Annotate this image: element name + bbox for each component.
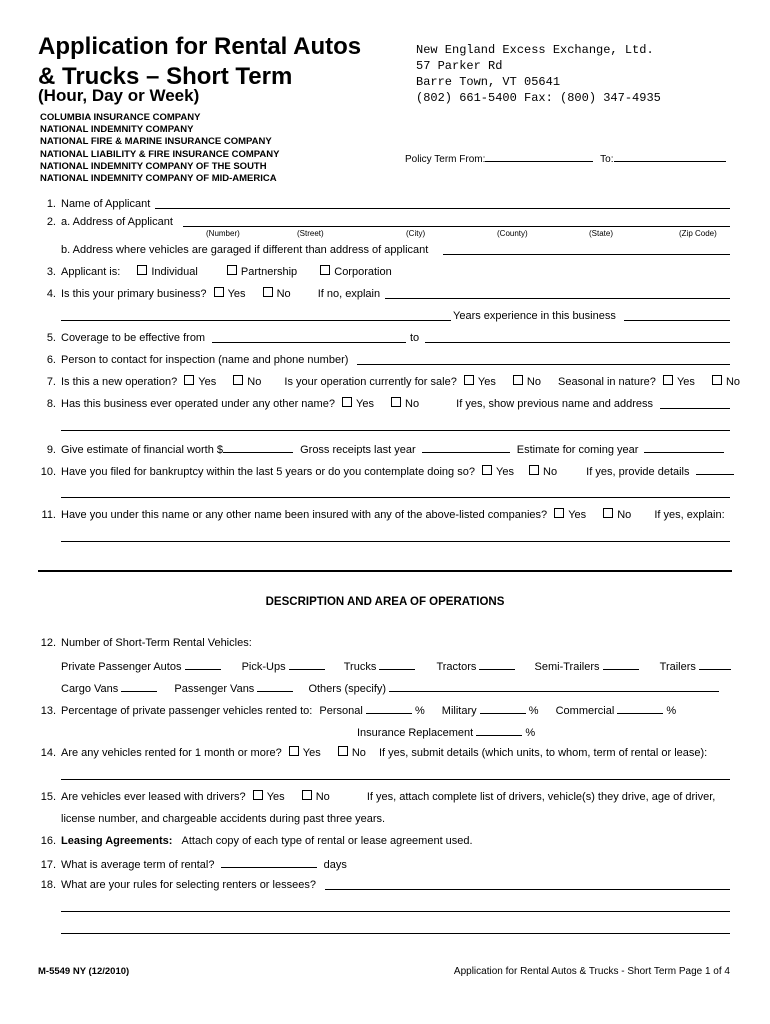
company-item: NATIONAL FIRE & MARINE INSURANCE COMPANY xyxy=(40,136,272,148)
no-label: No xyxy=(617,509,632,521)
policy-from-label: Policy Term From: xyxy=(405,154,486,165)
checkbox-q15-no[interactable] xyxy=(302,790,312,800)
address-line: New England Excess Exchange, Ltd. xyxy=(416,43,654,57)
q11-label: Have you under this name or any other name been insured with any of the above-listed companies? xyxy=(61,509,548,521)
coverage-from-field[interactable] xyxy=(212,342,406,343)
q18-label: What are your rules for selecting renters or lessees? xyxy=(61,879,316,891)
no-label: No xyxy=(526,376,541,388)
checkbox-q7-no[interactable] xyxy=(233,375,243,385)
yes-label: Yes xyxy=(496,466,514,478)
pct-label: % xyxy=(414,705,425,717)
agency-address xyxy=(416,42,661,106)
checkbox-individual[interactable] xyxy=(137,265,147,275)
policy-from-field[interactable] xyxy=(485,150,593,162)
checkbox-q4-no[interactable] xyxy=(263,287,273,297)
q8: 8. Has this business ever operated under any other name? Yes No If yes, show previous name and address xyxy=(46,398,654,410)
form-title xyxy=(38,32,361,92)
yes-label: Yes xyxy=(676,376,695,388)
checkbox-corporation[interactable] xyxy=(320,265,330,275)
q13: 13. Percentage of private passenger vehicles rented to: Personal % Military % Commercial % xyxy=(36,702,676,718)
q10: 10. Have you filed for bankruptcy within the last 5 years or do you contemplate doing so? Yes No If yes, provide details xyxy=(36,463,734,479)
checkbox-q11-yes[interactable] xyxy=(554,508,564,518)
checkbox-q14-no[interactable] xyxy=(338,746,348,756)
q17-label: What is average term of rental? xyxy=(61,859,215,871)
q17-field[interactable] xyxy=(221,856,317,868)
section-divider xyxy=(38,570,732,572)
individual-label: Individual xyxy=(151,266,198,278)
q16-text: Attach copy of each type of rental or lease agreement used. xyxy=(181,835,473,847)
coverage-to-field[interactable] xyxy=(425,342,730,343)
q11: 11. Have you under this name or any other name been insured with any of the above-listed companies? Yes No If yes, explain: xyxy=(41,509,725,521)
ppa-label: Private Passenger Autos xyxy=(61,661,182,673)
no-label: No xyxy=(315,791,330,803)
q10-label: Have you filed for bankruptcy within the last 5 years or do you contemplate doing so? xyxy=(61,466,475,478)
q6: 6. Person to contact for inspection (name and phone number) xyxy=(46,354,349,366)
q7-sale-label: Is your operation currently for sale? xyxy=(284,376,457,388)
q10-ifyes-label: If yes, provide details xyxy=(586,466,690,478)
q13-label: Percentage of private passenger vehicles rented to: xyxy=(61,705,313,717)
q4: 4. Is this your primary business? Yes No If no, explain xyxy=(46,288,381,300)
addr-street-label: (Street) xyxy=(297,229,324,238)
q18-field-3[interactable] xyxy=(61,933,730,934)
addr-county-label: (County) xyxy=(497,229,528,238)
checkbox-q4-yes[interactable] xyxy=(214,287,224,297)
policy-to-label: To: xyxy=(600,154,614,165)
trailers-field[interactable] xyxy=(699,658,731,670)
q15-ifyes-label: If yes, attach complete list of drivers, vehicle(s) they drive, age of driver, xyxy=(366,791,716,803)
q7: 7. Is this a new operation? Yes No Is your operation currently for sale? Yes No Seasonal in nature? Yes No xyxy=(46,376,741,388)
q18-field[interactable] xyxy=(325,889,730,890)
trucks-label: Trucks xyxy=(343,661,377,673)
q8-field-2[interactable] xyxy=(61,430,730,431)
passenger-field[interactable] xyxy=(257,680,293,692)
q4-explain-label: If no, explain xyxy=(317,288,381,300)
q17: 17. What is average term of rental? days xyxy=(36,856,347,872)
q7-label: Is this a new operation? xyxy=(61,376,178,388)
addr-state-label: (State) xyxy=(589,229,614,238)
military-label: Military xyxy=(441,705,477,717)
estimate-field[interactable] xyxy=(644,441,724,453)
q12-row1 xyxy=(61,658,731,674)
q6-field[interactable] xyxy=(357,364,730,365)
q2b xyxy=(61,243,428,257)
q3-label: Applicant is: xyxy=(61,266,121,278)
checkbox-q7-sale-yes[interactable] xyxy=(464,375,474,385)
tractors-field[interactable] xyxy=(479,658,515,670)
q7-seasonal-label: Seasonal in nature? xyxy=(558,376,656,388)
no-label: No xyxy=(543,466,558,478)
q14-field[interactable] xyxy=(61,779,730,780)
q15-label: Are vehicles ever leased with drivers? xyxy=(61,791,246,803)
checkbox-q11-no[interactable] xyxy=(603,508,613,518)
partnership-label: Partnership xyxy=(240,266,298,278)
yes-label: Yes xyxy=(198,376,217,388)
company-item: COLUMBIA INSURANCE COMPANY xyxy=(40,112,201,123)
form-subtitle: (Hour, Day or Week) xyxy=(38,86,200,105)
q18: 18. What are your rules for selecting renters or lessees? xyxy=(40,879,316,891)
yes-label: Yes xyxy=(266,791,285,803)
q2b-field[interactable] xyxy=(443,254,730,255)
addr-zip-label: (Zip Code) xyxy=(679,229,717,238)
corporation-label: Corporation xyxy=(334,266,392,278)
personal-field[interactable] xyxy=(366,702,412,714)
checkbox-q7-seasonal-yes[interactable] xyxy=(663,375,673,385)
checkbox-q8-yes[interactable] xyxy=(342,397,352,407)
address-line: 57 Parker Rd xyxy=(416,59,503,73)
ppa-field[interactable] xyxy=(185,658,221,670)
q2a-field[interactable] xyxy=(183,226,730,227)
q11-ifyes-label: If yes, explain: xyxy=(654,509,725,521)
form-number: M-5549 NY (12/2010) xyxy=(38,966,130,977)
years-experience-label: Years experience in this business xyxy=(453,310,616,322)
q9-estimate-label: Estimate for coming year xyxy=(516,444,639,456)
q5: 5. Coverage to be effective from xyxy=(46,332,206,344)
q15-continuation: license number, and chargeable accidents during past three years. xyxy=(61,813,386,825)
addr-number-label: (Number) xyxy=(206,229,240,238)
q14-label: Are any vehicles rented for 1 month or more? xyxy=(61,747,282,759)
q16-bold-label: Leasing Agreements: xyxy=(61,835,173,847)
q12-label: Number of Short-Term Rental Vehicles: xyxy=(61,637,252,649)
yes-label: Yes xyxy=(356,398,374,410)
q4-explain-field-2[interactable] xyxy=(61,320,451,321)
yes-label: Yes xyxy=(568,509,587,521)
commercial-label: Commercial xyxy=(555,705,615,717)
checkbox-q7-seasonal-no[interactable] xyxy=(712,375,722,385)
checkbox-q10-yes[interactable] xyxy=(482,465,492,475)
q2a-label: a. Address of Applicant xyxy=(61,216,173,228)
no-label: No xyxy=(276,288,291,300)
pickups-label: Pick-Ups xyxy=(241,661,286,673)
q8-ifyes-label: If yes, show previous name and address xyxy=(456,398,654,410)
insurance-replacement-field[interactable] xyxy=(476,724,522,736)
yes-label: Yes xyxy=(477,376,496,388)
checkbox-q15-yes[interactable] xyxy=(253,790,263,800)
checkbox-q14-yes[interactable] xyxy=(289,746,299,756)
q9: 9. Give estimate of financial worth $ Gross receipts last year Estimate for coming year xyxy=(36,441,724,457)
q9-label: Give estimate of financial worth $ xyxy=(61,444,224,456)
others-field[interactable] xyxy=(389,680,719,692)
q2b-label: b. Address where vehicles are garaged if different than address of applicant xyxy=(61,244,429,256)
years-experience-field[interactable] xyxy=(624,320,730,321)
q5-label: Coverage to be effective from xyxy=(61,332,206,344)
others-label: Others (specify) xyxy=(308,683,387,695)
no-label: No xyxy=(351,747,366,759)
company-item: NATIONAL INDEMNITY COMPANY OF THE SOUTH xyxy=(40,160,267,172)
gross-receipts-field[interactable] xyxy=(422,441,510,453)
financial-worth-field[interactable] xyxy=(223,441,293,453)
q14: 14. Are any vehicles rented for 1 month or more? Yes No If yes, submit details (which units, to whom, term of rental or lease): xyxy=(40,747,708,759)
checkbox-q8-no[interactable] xyxy=(391,397,401,407)
military-field[interactable] xyxy=(480,702,526,714)
passenger-label: Passenger Vans xyxy=(174,683,255,695)
policy-to-field[interactable] xyxy=(614,150,726,162)
pct-label: % xyxy=(666,705,677,717)
q3: 3. Applicant is: Individual Partnership Corporation xyxy=(46,266,392,278)
checkbox-q7-yes[interactable] xyxy=(184,375,194,385)
company-item: NATIONAL LIABILITY & FIRE INSURANCE COMPANY xyxy=(40,148,280,160)
q4-explain-field[interactable] xyxy=(385,298,730,299)
q17-days-label: days xyxy=(323,859,347,871)
company-item: NATIONAL INDEMNITY COMPANY xyxy=(40,124,194,136)
title-line-1: Application for Rental Autos xyxy=(38,33,362,60)
addr-city-label: (City) xyxy=(406,229,426,238)
cargo-field[interactable] xyxy=(121,680,157,692)
q2a: 2. a. Address of Applicant xyxy=(46,216,173,228)
section-heading: DESCRIPTION AND AREA OF OPERATIONS xyxy=(265,596,505,608)
q1: 1. Name of Applicant xyxy=(46,198,151,210)
yes-label: Yes xyxy=(302,747,321,759)
company-item: NATIONAL INDEMNITY COMPANY OF MID-AMERICA xyxy=(40,173,277,185)
company-list xyxy=(40,112,279,185)
checkbox-q10-no[interactable] xyxy=(529,465,539,475)
no-label: No xyxy=(247,376,262,388)
title-line-2: & Trucks – Short Term xyxy=(38,63,293,90)
insurance-replacement-label: Insurance Replacement xyxy=(357,727,474,739)
personal-label: Personal xyxy=(319,705,363,717)
address-line: (802) 661-5400 Fax: (800) 347-4935 xyxy=(416,91,661,105)
q5-to-label: to xyxy=(410,332,420,344)
pct-label: % xyxy=(528,705,539,717)
address-line: Barre Town, VT 05641 xyxy=(416,75,561,89)
policy-term xyxy=(405,150,726,167)
semi-label: Semi-Trailers xyxy=(534,661,600,673)
q9-gross-label: Gross receipts last year xyxy=(300,444,416,456)
cargo-label: Cargo Vans xyxy=(61,683,119,695)
no-label: No xyxy=(725,376,741,388)
q11-field[interactable] xyxy=(61,541,730,542)
trailers-label: Trailers xyxy=(659,661,696,673)
q4-label: Is this your primary business? xyxy=(61,288,207,300)
q8-label: Has this business ever operated under any other name? xyxy=(61,398,335,410)
q6-label: Person to contact for inspection (name and phone number) xyxy=(61,354,349,366)
page-footer: Application for Rental Autos & Trucks - Short Term Page 1 of 4 xyxy=(453,966,730,977)
q10-field-2[interactable] xyxy=(61,497,730,498)
q12-row2 xyxy=(61,680,719,696)
q13-ins xyxy=(357,724,535,740)
q1-label: Name of Applicant xyxy=(61,198,151,210)
q10-field[interactable] xyxy=(696,463,734,475)
q12: 12. Number of Short-Term Rental Vehicles: xyxy=(40,637,252,649)
pickups-field[interactable] xyxy=(289,658,325,670)
commercial-field[interactable] xyxy=(617,702,663,714)
semi-field[interactable] xyxy=(603,658,639,670)
checkbox-partnership[interactable] xyxy=(227,265,237,275)
no-label: No xyxy=(405,398,420,410)
trucks-field[interactable] xyxy=(379,658,415,670)
q14-ifyes-label: If yes, submit details (which units, to whom, term of rental or lease): xyxy=(378,747,708,759)
q16: 16. Leasing Agreements: Attach copy of each type of rental or lease agreement used. xyxy=(40,835,473,847)
q1-field[interactable] xyxy=(155,208,730,209)
q8-field[interactable] xyxy=(660,408,730,409)
tractors-label: Tractors xyxy=(436,661,477,673)
yes-label: Yes xyxy=(227,288,246,300)
q15: 15. Are vehicles ever leased with drivers? Yes No If yes, attach complete list of drivers, vehicle(s) they drive, age of driver, xyxy=(40,791,716,803)
pct-label: % xyxy=(525,727,536,739)
checkbox-q7-sale-no[interactable] xyxy=(513,375,523,385)
q18-field-2[interactable] xyxy=(61,911,730,912)
